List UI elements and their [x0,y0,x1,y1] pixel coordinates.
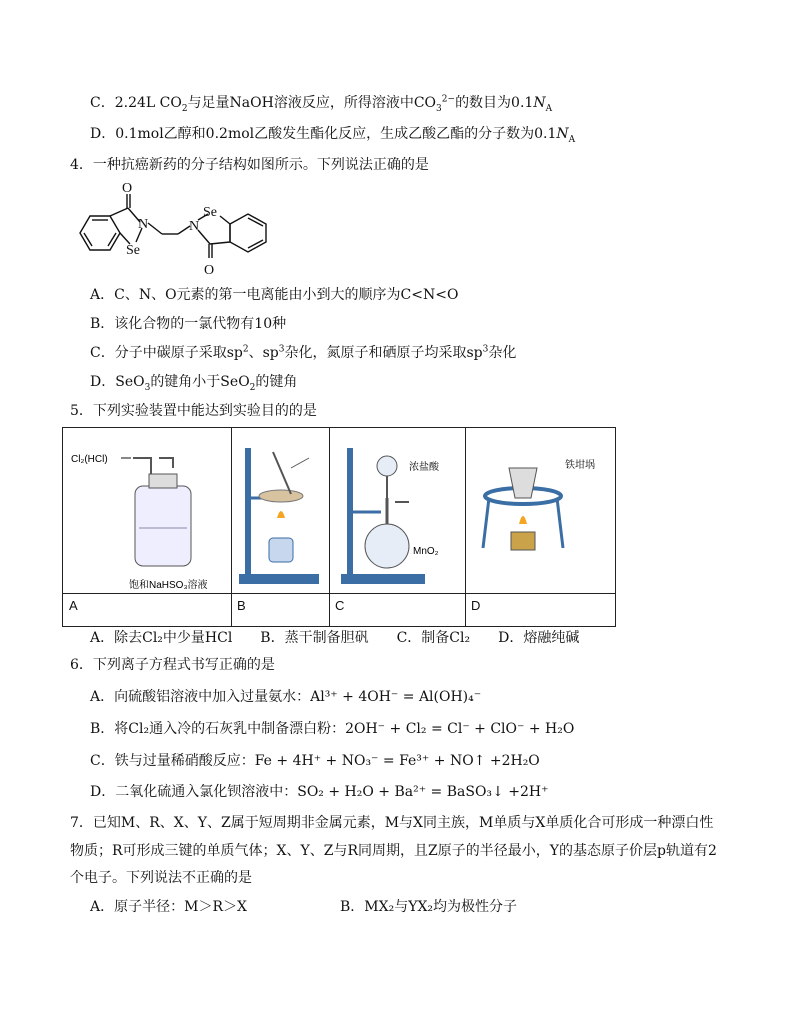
apparatus-cell-c [329,428,466,626]
chlorine-generator-icon [329,428,465,593]
q7-stem-line2: 物质；R可形成三键的单质气体；X、Y、Z与R同周期，且Z原子的半径最小，Y的基态原子价层p轨道有2 [70,843,717,859]
mol-label-n2: N [189,219,200,234]
apparatus-table [62,427,616,627]
reagent1-label: 浓盐酸 [409,462,439,473]
q7-option-b: B．MX₂与YX₂均为极性分子 [340,899,518,915]
q5-stem: 5．下列实验装置中能达到实验目的的是 [70,403,317,419]
mol-label-o2: O [204,263,215,278]
apparatus-cell-a [63,428,232,626]
cell-label-b: B [237,598,246,613]
crucible-label: 铁坩埚 [565,460,595,471]
apparatus-cell-b [231,428,330,626]
gas-washing-bottle-icon [63,428,231,593]
cell-label-d: D [471,598,481,613]
molecule-structure [70,178,290,278]
gas-label: Cl₂(HCl) [71,454,108,465]
q4-option-b: B．该化合物的一氯代物有10种 [90,316,287,332]
mol-label-o1: O [122,181,133,196]
mol-label-se1: Se [126,243,140,258]
q4-option-d: D．SeO$_3$的键角小于SeO$_2$的键角 [90,374,298,393]
q4-option-a: A．C、N、O元素的第一电离能由小到大的顺序为C<N<O [90,287,459,303]
cell-label-a: A [69,598,78,613]
reagent2-label: MnO₂ [413,546,439,557]
q6-option-c: C．铁与过量稀硝酸反应：Fe + 4H⁺ + NO₃⁻ = Fe³⁺ + NO↑ +2H₂O [90,753,540,769]
q4-option-c: C．分子中碳原子采取$sp^2$、$sp^3$杂化，氮原子和硒原子均采取$sp^3$杂化 [90,344,517,361]
q5-options: A．除去Cl₂中少量HCl B．蒸干制备胆矾 C．制备Cl₂ D．熔融纯碱 [90,630,580,646]
evaporating-dish-icon [231,428,329,593]
liquid-label: 饱和NaHSO₃溶液 [129,580,208,591]
q4-stem: 4．一种抗癌新药的分子结构如图所示。下列说法正确的是 [70,157,429,173]
q3-option-d: D．0.1mol乙醇和0.2mol乙酸发生酯化反应，生成乙酸乙酯的分子数为$0.1N_A$ [90,126,576,145]
mol-label-se2: Se [203,205,217,220]
crucible-heating-icon [465,428,615,593]
q7-stem-line3: 个电子。下列说法不正确的是 [70,870,252,886]
q7-option-a: A．原子半径：M＞R＞X [90,899,247,915]
cell-label-c: C [335,598,345,613]
q6-option-a: A．向硫酸铝溶液中加入过量氨水：Al³⁺ + 4OH⁻ = Al(OH)₄⁻ [90,689,482,705]
q3-option-c: C．2.24L $CO_2$与足量NaOH溶液反应，所得溶液中$CO_3^{2-}$的数目为$0.1N_A$ [90,94,553,114]
mol-label-n1: N [138,217,149,232]
q6-stem: 6．下列离子方程式书写正确的是 [70,657,275,673]
q6-option-d: D．二氧化硫通入氯化钡溶液中：SO₂ + H₂O + Ba²⁺ = BaSO₃↓ +2H⁺ [90,784,549,800]
q6-option-b: B．将Cl₂通入冷的石灰乳中制备漂白粉：2OH⁻ + Cl₂ = Cl⁻ + ClO⁻ + H₂O [90,721,575,737]
q7-stem-line1: 7．已知M、R、X、Y、Z属于短周期非金属元素，M与X同主族，M单质与X单质化合可形成一种漂白性 [70,815,714,831]
apparatus-cell-d [465,428,615,626]
